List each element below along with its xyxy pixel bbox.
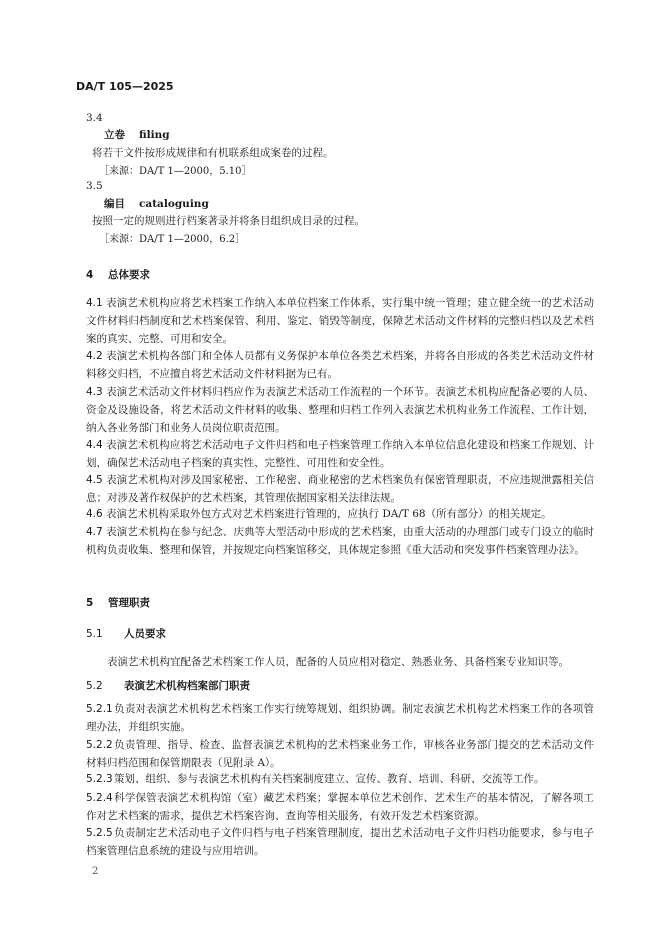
clause-text: 表演艺术机构应将艺术档案工作纳入本单位档案工作体系，实行集中统一管理；建立健全统一的艺术活动文件材料归档制度和艺术档案保管、利用、鉴定、销毁等制度，保障艺术活动文件材料的完整归档以及艺术档案的真实、完整、可用和安全。: [86, 297, 594, 345]
clause-number: 5.2.3: [86, 773, 113, 785]
section-number: 5: [86, 597, 94, 609]
clause-number: 4.7: [86, 526, 103, 538]
clause-text: 策划、组织、参与表演艺术机构有关档案制度建立、宣传、教育、培训、科研、交流等工作。: [114, 773, 545, 785]
term-source: ［来源：DA/T 1—2000，6.2］: [99, 234, 246, 245]
clause-text: 负责制定艺术活动电子文件归档与电子档案管理制度，提出艺术活动电子文件归档功能要求，参与电子档案管理信息系统的建设与应用培训。: [86, 827, 594, 857]
clause: [86, 295, 594, 348]
term-zh: 编目: [104, 198, 125, 210]
clause-number: 5.2.2: [86, 739, 113, 751]
clause-number: 5.2.1: [86, 703, 113, 715]
clause-text: 表演艺术机构应将艺术活动电子文件归档和电子档案管理工作纳入本单位信息化建设和档案工作规划、计划，确保艺术活动电子档案的真实性、完整性、可用性和安全性。: [86, 439, 594, 469]
term-en: cataloguing: [139, 198, 209, 210]
clause: [86, 790, 594, 826]
subsection-number: 5.1: [86, 628, 103, 640]
clause-number: 4.2: [86, 350, 103, 362]
clause: [86, 384, 594, 437]
subsection-title: 人员要求: [124, 628, 166, 640]
clause-text: 负责对表演艺术机构艺术档案工作实行统筹规划、组织协调。制定表演艺术机构艺术档案工作的各项管理办法，并组织实施。: [86, 703, 594, 733]
clause-text: 表演艺术机构在参与纪念、庆典等大型活动中形成的艺术档案，由重大活动的办理部门或专门设立的临时机构负责收集、整理和保管，并按规定向档案馆移交，具体规定参照《重大活动和突发事件档案管理办法》。: [86, 526, 594, 556]
term-zh: 立卷: [104, 129, 125, 141]
term-en: filing: [139, 129, 170, 141]
subsection-title: 表演艺术机构档案部门职责: [124, 680, 250, 692]
term-number: 3.4: [86, 112, 103, 124]
clause-text: 表演艺术活动文件材料归档应作为表演艺术活动工作流程的一个环节。表演艺术机构应配备必要的人员、资金及设施设备，将艺术活动文件材料的收集、整理和归档工作列入表演艺术机构业务工作流程、工作计划，纳入各业务部门和业务人员岗位职责范围。: [86, 386, 594, 434]
clause-number: 4.6: [86, 508, 103, 520]
document-code-header: DA/T 105—2025: [76, 80, 174, 93]
section-title: 管理职责: [108, 597, 150, 609]
section-heading: [86, 595, 150, 610]
clause: [86, 737, 594, 773]
term-source: ［来源：DA/T 1—2000，5.10］: [99, 166, 252, 177]
clause-text: 表演艺术机构对涉及国家秘密、工作秘密、商业秘密的艺术档案负有保密管理职责，不应违规泄露相关信息；对涉及著作权保护的艺术档案，其管理依据国家相关法律法规。: [86, 474, 594, 504]
clause: [86, 825, 594, 861]
term-heading: [104, 127, 170, 142]
section-heading: [86, 267, 150, 282]
clause: [86, 506, 594, 524]
clause-number: 4.1: [86, 297, 103, 309]
clause-text: 负责管理、指导、检查、监督表演艺术机构的艺术档案业务工作，审核各业务部门提交的艺术活动文件材料归档范围和保管期限表（见附录 A）。: [86, 739, 594, 769]
clause-text: 表演艺术机构各部门和全体人员都有义务保护本单位各类艺术档案，并将各自形成的各类艺术活动文件材料移交归档，不应擅自将艺术活动文件材料据为已有。: [86, 350, 594, 380]
paragraph: 表演艺术机构宜配备艺术档案工作人员，配备的人员应相对稳定、熟悉业务、具备档案专业知识等。: [107, 656, 569, 668]
clause-text: 表演艺术机构采取外包方式对艺术档案进行管理的，应执行 DA/T 68（所有部分）的相关规定。: [106, 508, 552, 520]
clause: [86, 348, 594, 384]
subsection-number: 5.2: [86, 680, 103, 692]
subsection-heading: [86, 678, 250, 693]
section-number: 4: [86, 269, 94, 281]
clause-number: 5.2.5: [86, 827, 113, 839]
clause: [86, 771, 594, 789]
clause: [86, 524, 594, 560]
clause-number: 5.2.4: [86, 792, 113, 804]
clause-number: 4.3: [86, 386, 103, 398]
term-number: 3.5: [86, 180, 103, 192]
clause-number: 4.5: [86, 474, 103, 486]
term-definition: 将若干文件按形成规律和有机联系组成案卷的过程。: [92, 147, 334, 159]
term-definition: 按照一定的规则进行档案著录并将条目组织成目录的过程。: [92, 215, 365, 227]
clause: [86, 437, 594, 473]
page-number: 2: [92, 866, 99, 877]
subsection-heading: [86, 626, 166, 641]
clause: [86, 701, 594, 737]
section-title: 总体要求: [108, 269, 150, 281]
clause: [86, 472, 594, 508]
term-heading: [104, 196, 209, 211]
clause-number: 4.4: [86, 439, 103, 451]
clause-text: 科学保管表演艺术机构馆（室）藏艺术档案；掌握本单位艺术创作、艺术生产的基本情况，了解各项工作对艺术档案的需求，提供艺术档案咨询、查询等相关服务，有效开发艺术档案资源。: [86, 792, 594, 822]
